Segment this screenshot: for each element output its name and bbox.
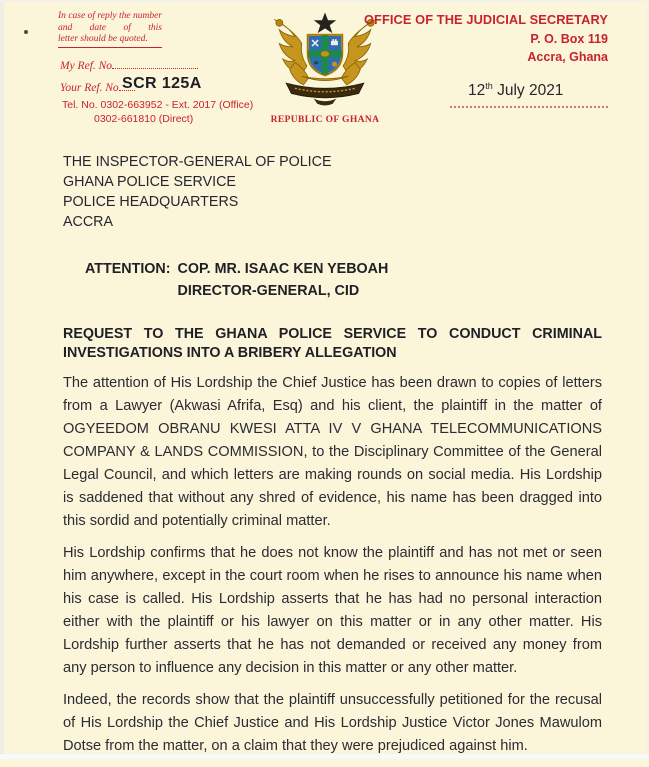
attention-block [85,258,602,302]
paper-edge-left [0,0,4,759]
attention-label: ATTENTION: [85,261,171,277]
paragraph-3: Indeed, the records show that the plaintiff unsuccessfully petitioned for the recusal of His Lordship the Chief Justice and His Lordship Justice Victor Jones Mawulom Dotse from the matter, on a claim that they were prejudiced against him. [63,692,602,754]
attention-addressee [178,258,389,302]
date-day: 12 [468,82,486,99]
reply-instruction-note [58,11,162,48]
paper-speck [24,30,28,34]
sender-city: Accra, Ghana [527,50,608,64]
recipient-line: GHANA POLICE SERVICE [63,174,236,190]
recipient-line: ACCRA [63,214,114,230]
date-dotted-rule [450,103,608,108]
dotted-leader [112,58,198,69]
reply-note-line-underlined: letter should be quoted. [58,34,162,48]
reference-number: SCR 125A [122,75,202,92]
my-ref-label: My Ref. No [60,60,113,72]
your-ref-label: Your Ref. No [60,82,119,94]
crest-caption: REPUBLIC OF GHANA [270,115,380,125]
telephone-office: Tel. No. 0302-663952 - Ext. 2017 (Office) [62,99,254,111]
attention-title: DIRECTOR-GENERAL, CID [177,283,360,299]
recipient-line: POLICE HEADQUARTERS [63,194,239,210]
paragraph-2: His Lordship confirms that he does not know the plaintiff and has not met or seen him anywhere, except in the court room when he rises to announce his name when his case is called. His Lordship asserts that he has had no personal interaction either with the plaintiff or his lawyer on this matter or in any other matter. His Lordship further asserts that he has not demanded or received any money from any person to influence any decision in this matter or any other matter. [63,545,602,676]
sender-address-block [364,12,608,64]
telephone-direct: 0302-661810 (Direct) [94,113,194,125]
paper-edge-bottom [0,754,649,759]
office-title: OFFICE OF THE JUDICIAL SECRETARY [364,12,608,27]
recipient-address [63,152,602,232]
paper-edge-top [0,0,649,2]
letter-paragraphs [63,372,602,758]
recipient-line: THE INSPECTOR-GENERAL OF POLICE [63,154,332,170]
po-box: P. O. Box 119 [530,31,608,46]
reply-note-line: number and date of this [58,11,162,33]
date-month-year: July 2021 [497,82,564,99]
letter-date [468,81,563,100]
reply-note-line: In case of reply the [58,11,131,21]
letter-body [63,152,602,767]
date-ordinal: th [485,81,493,91]
attention-name: COP. MR. ISAAC KEN YEBOAH [177,261,389,277]
paragraph-1: The attention of His Lordship the Chief Justice has been drawn to copies of letters from a Lawyer (Akwasi Afrifa, Esq) and his client, the plaintiff in the matter of OGYEEDOM OBRANU KWESI ATTA IV V GHANA TELECOMMUNICATIONS COMPANY & LANDS COMMISSION, to the Disciplinary Committee of the General Legal Council, and which letters are making rounds on social media. His Lordship is saddened that without any shred of evidence, his name has been dragged into this sordid and potentially criminal matter. [63,375,602,529]
subject-heading: REQUEST TO THE GHANA POLICE SERVICE TO CONDUCT CRIMINAL INVESTIGATIONS INTO A BRIBERY ALLEGATION [63,326,602,361]
my-ref-row [60,58,198,72]
